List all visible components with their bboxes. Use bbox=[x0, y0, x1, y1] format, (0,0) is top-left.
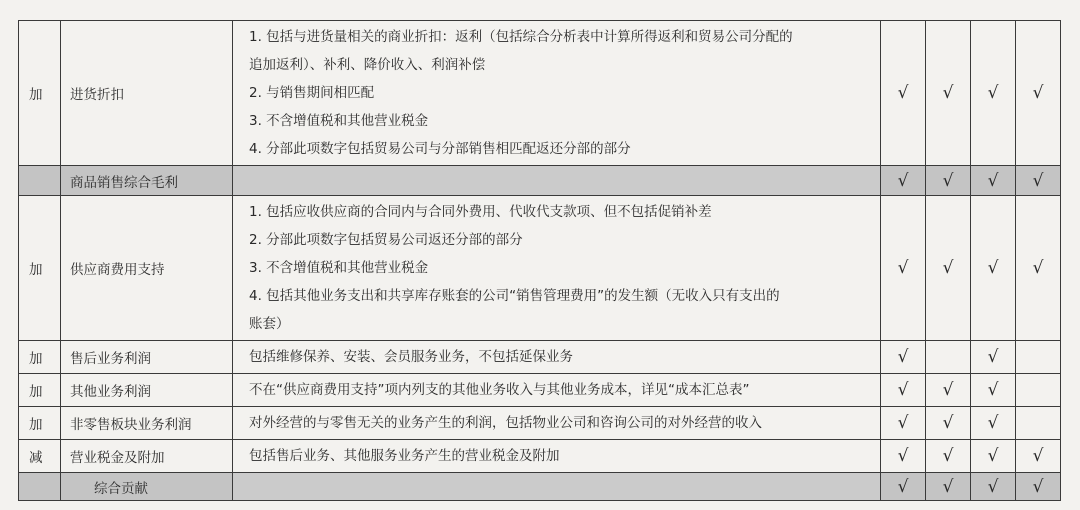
check-cell bbox=[926, 440, 971, 473]
table-body bbox=[19, 21, 1061, 501]
check-cell bbox=[1016, 196, 1061, 341]
description-cell bbox=[233, 196, 881, 341]
profit-composition-table bbox=[18, 20, 1061, 501]
description-line: 追加返利）、补利、降价收入、利润补偿 bbox=[249, 57, 486, 73]
checkmark: √ bbox=[987, 258, 999, 278]
item-name: 其他业务利润 bbox=[70, 384, 151, 400]
description-line: 3. 不含增值税和其他营业税金 bbox=[249, 260, 429, 276]
item-name: 综合贡献 bbox=[94, 480, 148, 497]
operator-cell: 减 bbox=[19, 440, 61, 473]
check-cell bbox=[1016, 407, 1061, 440]
description-cell bbox=[233, 341, 881, 374]
item-name-cell bbox=[61, 407, 233, 440]
checkmark: √ bbox=[897, 380, 909, 400]
description-line: 4. 分部此项数字包括贸易公司与分部销售相匹配返还分部的部分 bbox=[249, 141, 631, 157]
description-line: 2. 与销售期间相匹配 bbox=[249, 85, 375, 101]
operator-cell: 加 bbox=[19, 407, 61, 440]
check-cell bbox=[926, 341, 971, 374]
item-name-cell bbox=[61, 341, 233, 374]
check-cell bbox=[926, 21, 971, 166]
checkmark: √ bbox=[942, 380, 954, 400]
check-cell bbox=[1016, 341, 1061, 374]
check-cell bbox=[1016, 166, 1061, 196]
item-name: 进货折扣 bbox=[70, 87, 124, 103]
checkmark: √ bbox=[897, 347, 909, 367]
checkmark: √ bbox=[942, 413, 954, 433]
check-cell bbox=[881, 473, 926, 501]
description-line: 包括售后业务、其他服务业务产生的营业税金及附加 bbox=[249, 448, 560, 464]
checkmark: √ bbox=[987, 446, 999, 466]
description-line: 3. 不含增值税和其他营业税金 bbox=[249, 113, 429, 129]
checkmark: √ bbox=[897, 446, 909, 466]
checkmark: √ bbox=[897, 258, 909, 278]
item-name: 营业税金及附加 bbox=[70, 450, 165, 466]
checkmark: √ bbox=[1032, 258, 1044, 278]
checkmark: √ bbox=[1032, 446, 1044, 466]
operator-cell bbox=[19, 473, 61, 501]
checkmark: √ bbox=[897, 413, 909, 433]
description-cell bbox=[233, 374, 881, 407]
description-line: 对外经营的与零售无关的业务产生的利润，包括物业公司和咨询公司的对外经营的收入 bbox=[249, 415, 762, 431]
check-cell bbox=[881, 374, 926, 407]
check-cell bbox=[971, 374, 1016, 407]
checkmark: √ bbox=[987, 476, 999, 497]
check-cell bbox=[926, 473, 971, 501]
table-row bbox=[19, 407, 1061, 440]
check-cell bbox=[971, 21, 1016, 166]
checkmark: √ bbox=[942, 446, 954, 466]
check-cell bbox=[971, 341, 1016, 374]
check-cell bbox=[1016, 473, 1061, 501]
table-row bbox=[19, 440, 1061, 473]
description-line: 1. 包括与进货量相关的商业折扣：返利（包括综合分析表中计算所得返利和贸易公司分配的 bbox=[249, 29, 793, 45]
description-cell bbox=[233, 440, 881, 473]
check-cell bbox=[926, 196, 971, 341]
table-row bbox=[19, 473, 1061, 501]
item-name: 供应商费用支持 bbox=[70, 262, 165, 278]
check-cell bbox=[881, 196, 926, 341]
table-row bbox=[19, 166, 1061, 196]
table-row bbox=[19, 341, 1061, 374]
operator-cell: 加 bbox=[19, 341, 61, 374]
description-cell bbox=[233, 473, 881, 501]
check-cell bbox=[1016, 440, 1061, 473]
check-cell bbox=[881, 440, 926, 473]
item-name-cell bbox=[61, 196, 233, 341]
table-row bbox=[19, 196, 1061, 341]
check-cell bbox=[881, 166, 926, 196]
check-cell bbox=[926, 407, 971, 440]
operator-cell bbox=[19, 166, 61, 196]
item-name-cell bbox=[61, 166, 233, 196]
check-cell bbox=[1016, 374, 1061, 407]
check-cell bbox=[971, 166, 1016, 196]
checkmark: √ bbox=[897, 170, 909, 191]
checkmark: √ bbox=[1032, 476, 1044, 497]
description-line: 账套） bbox=[249, 316, 290, 332]
check-cell bbox=[926, 374, 971, 407]
item-name: 售后业务利润 bbox=[70, 351, 151, 367]
description-line: 不在“供应商费用支持”项内列支的其他业务收入与其他业务成本，详见“成本汇总表” bbox=[249, 382, 750, 398]
description-line: 1. 包括应收供应商的合同内与合同外费用、代收代支款项、但不包括促销补差 bbox=[249, 204, 712, 220]
check-cell bbox=[881, 21, 926, 166]
operator-cell: 加 bbox=[19, 374, 61, 407]
checkmark: √ bbox=[942, 258, 954, 278]
checkmark: √ bbox=[987, 413, 999, 433]
table-row bbox=[19, 374, 1061, 407]
check-cell bbox=[971, 407, 1016, 440]
check-cell bbox=[1016, 21, 1061, 166]
checkmark: √ bbox=[987, 83, 999, 103]
item-name: 非零售板块业务利润 bbox=[70, 417, 192, 433]
checkmark: √ bbox=[942, 476, 954, 497]
description-line: 包括维修保养、安装、会员服务业务，不包括延保业务 bbox=[249, 349, 573, 365]
check-cell bbox=[971, 440, 1016, 473]
checkmark: √ bbox=[897, 476, 909, 497]
operator-cell: 加 bbox=[19, 21, 61, 166]
check-cell bbox=[971, 196, 1016, 341]
checkmark: √ bbox=[897, 83, 909, 103]
description-line: 2. 分部此项数字包括贸易公司返还分部的部分 bbox=[249, 232, 523, 248]
check-cell bbox=[926, 166, 971, 196]
item-name-cell bbox=[61, 374, 233, 407]
check-cell bbox=[881, 407, 926, 440]
description-line: 4. 包括其他业务支出和共享库存账套的公司“销售管理费用”的发生额（无收入只有支出的 bbox=[249, 288, 780, 304]
operator-cell: 加 bbox=[19, 196, 61, 341]
item-name-cell bbox=[61, 440, 233, 473]
description-cell bbox=[233, 21, 881, 166]
checkmark: √ bbox=[987, 380, 999, 400]
checkmark: √ bbox=[942, 83, 954, 103]
check-cell bbox=[881, 341, 926, 374]
item-name-cell bbox=[61, 21, 233, 166]
checkmark: √ bbox=[1032, 170, 1044, 191]
checkmark: √ bbox=[987, 170, 999, 191]
description-cell bbox=[233, 166, 881, 196]
table-row bbox=[19, 21, 1061, 166]
checkmark: √ bbox=[1032, 83, 1044, 103]
description-cell bbox=[233, 407, 881, 440]
check-cell bbox=[971, 473, 1016, 501]
checkmark: √ bbox=[987, 347, 999, 367]
checkmark: √ bbox=[942, 170, 954, 191]
item-name: 商品销售综合毛利 bbox=[70, 174, 178, 191]
item-name-cell bbox=[61, 473, 233, 501]
